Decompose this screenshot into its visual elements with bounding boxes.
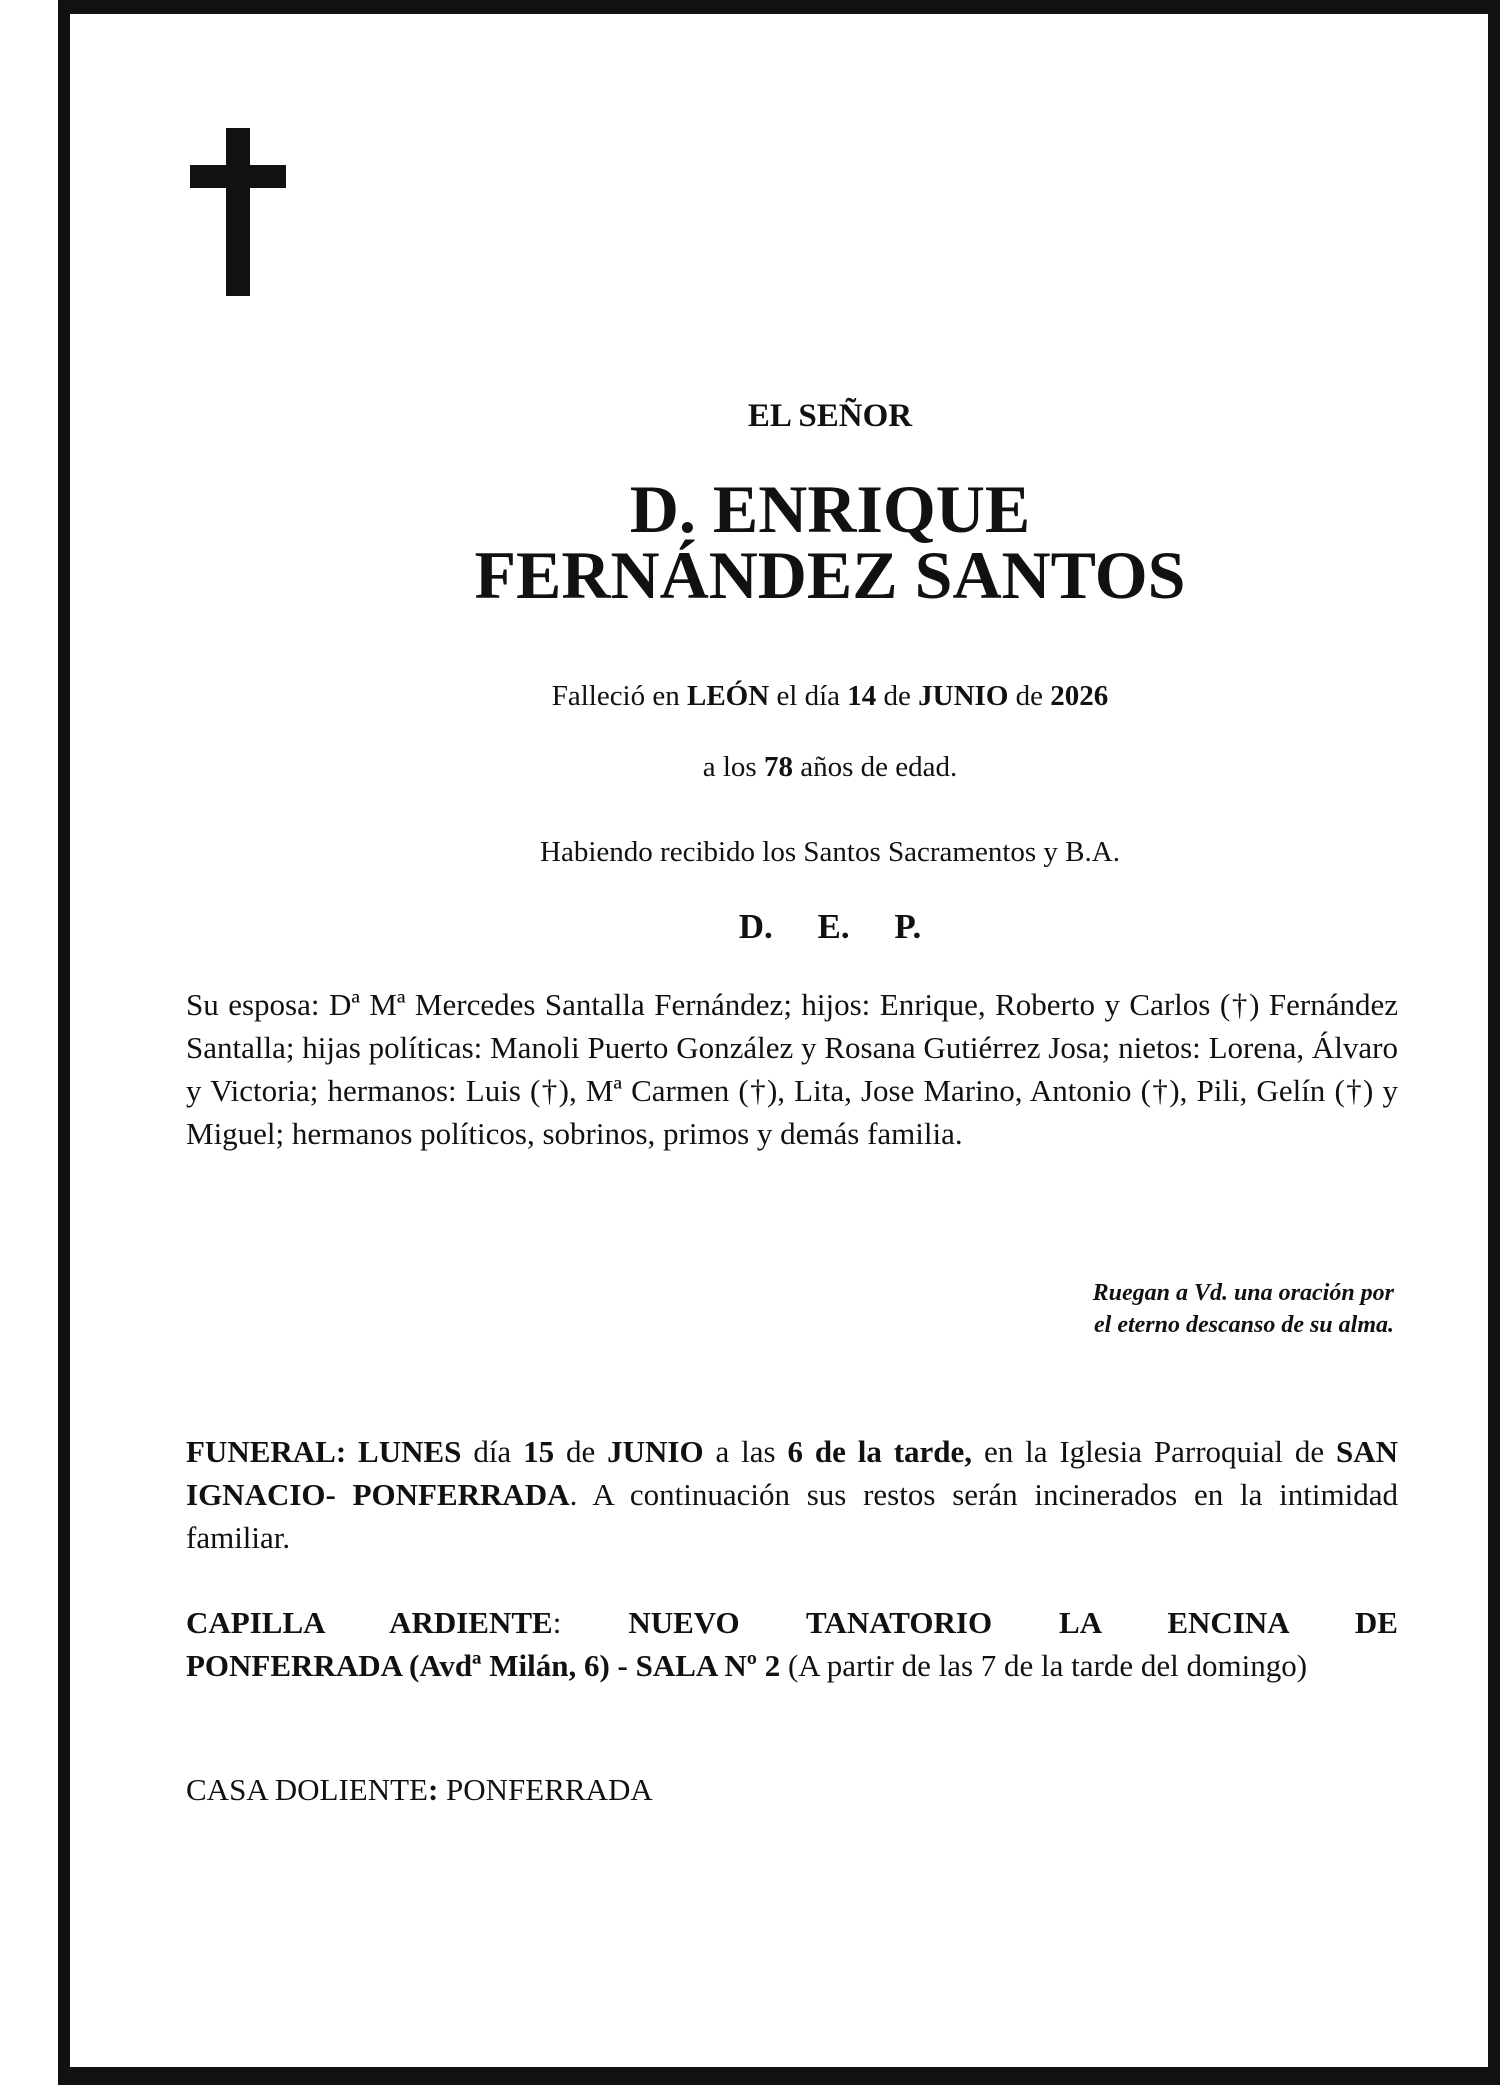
casa-place: PONFERRADA bbox=[446, 1772, 653, 1807]
funeral-day: 15 bbox=[523, 1434, 555, 1469]
casa-doliente-line: CASA DOLIENTE: PONFERRADA bbox=[186, 1772, 653, 1807]
capilla-paragraph bbox=[186, 1601, 1398, 1687]
funeral-paragraph: FUNERAL: LUNES día 15 de JUNIO a las 6 de la tarde, en la Iglesia Parroquial de SAN IGNACIO- PONFERRADA. A continuación sus restos serán incinerados en la intimidad familiar. bbox=[186, 1434, 1399, 1555]
deceased-name bbox=[430, 471, 1230, 613]
age-line: a los 78 años de edad. bbox=[702, 751, 958, 783]
casa-label: CASA DOLIENTE bbox=[186, 1772, 428, 1807]
capilla-place-2: PONFERRADA (Avdª Milán, 6) - SALA Nº 2 bbox=[186, 1648, 781, 1683]
capilla-line-2 bbox=[186, 1644, 1398, 1687]
name-line-1: D. ENRIQUE bbox=[629, 471, 1031, 547]
prayer-note bbox=[900, 1277, 1394, 1341]
death-place: LEÓN bbox=[687, 680, 770, 712]
capilla-note: (A partir de las 7 de la tarde del domingo) bbox=[787, 1648, 1308, 1683]
funeral-church: SAN IGNACIO- PONFERRADA bbox=[186, 1434, 1399, 1512]
death-line: Falleció en LEÓN el día 14 de JUNIO de 2026 bbox=[551, 680, 1109, 712]
prayer-line-2: el eterno descanso de su alma. bbox=[1094, 1312, 1394, 1338]
capilla-line-1: CAPILLA ARDIENTE: NUEVO TANATORIO LA ENCINA DE bbox=[186, 1605, 1398, 1640]
capilla-place-1: NUEVO TANATORIO LA ENCINA DE bbox=[628, 1605, 1398, 1640]
capilla-label: CAPILLA ARDIENTE bbox=[186, 1605, 553, 1640]
funeral-label: FUNERAL: LUNES bbox=[186, 1434, 462, 1469]
funeral-month: JUNIO bbox=[607, 1434, 704, 1469]
sacraments-line: Habiendo recibido los Santos Sacramentos y B.A. bbox=[540, 836, 1120, 868]
age-years: 78 bbox=[763, 751, 793, 783]
funeral-time: 6 de la tarde, bbox=[787, 1434, 973, 1469]
honorific: EL SEÑOR bbox=[747, 398, 913, 434]
name-line-2: FERNÁNDEZ SANTOS bbox=[474, 537, 1186, 613]
death-month: JUNIO bbox=[918, 680, 1009, 712]
cross-icon bbox=[190, 128, 286, 296]
family-paragraph: Su esposa: Dª Mª Mercedes Santalla Fernández; hijos: Enrique, Roberto y Carlos (†) Fernández Santalla; hijas políticas: Manoli Puerto González y Rosana Gutiérrez Josa; nietos: Lorena, Álvaro y Victoria; hermanos: Luis (†), Mª Carmen (†), Lita, Jose Marino, Antonio (†), Pili, Gelín (†) y Miguel; hermanos políticos, sobrinos, primos y demás familia. bbox=[186, 987, 1398, 1151]
death-day: 14 bbox=[847, 680, 877, 712]
death-year: 2026 bbox=[1050, 680, 1109, 712]
dep-line: D. E. P. bbox=[738, 907, 922, 946]
prayer-line-1: Ruegan a Vd. una oración por bbox=[1092, 1280, 1394, 1306]
